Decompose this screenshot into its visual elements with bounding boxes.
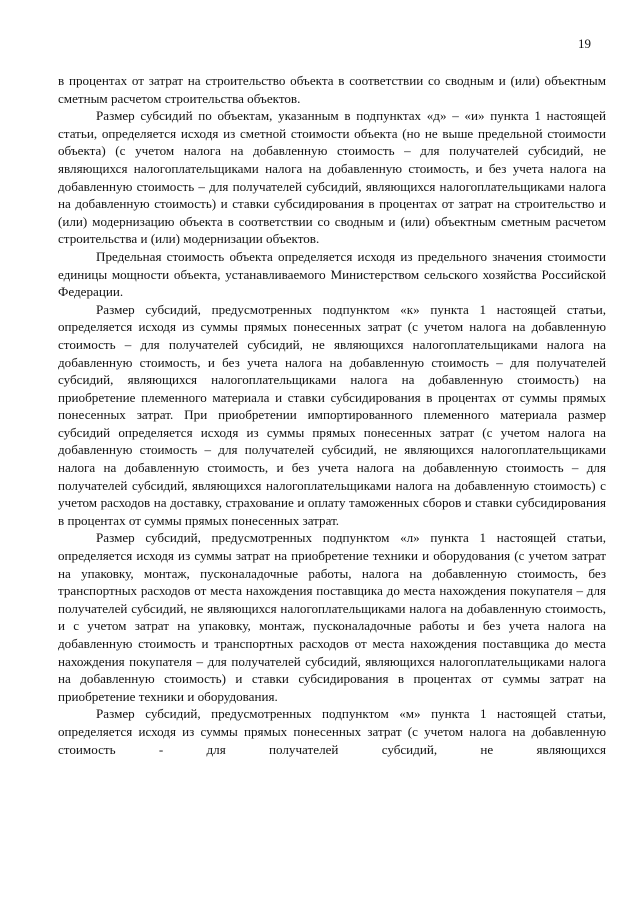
paragraph-subsidy-l: Размер субсидий, предусмотренных подпунктом «л» пункта 1 настоящей статьи, определяется исходя из суммы затрат на приобретение техники и оборудования (с учетом затрат на упаковку, монтаж, пусконаладочные работы, налога на добавленную стоимость, без транспортных расходов от места нахождения поставщика до места нахождения покупателя – для получателей субсидий, не являющихся налогоплательщиками налога на добавленную стоимость, и с учетом затрат на упаковку, монтаж, пусконаладочные работы и без учета налога на добавленную стоимость и транспортных расходов от места нахождения поставщика до места нахождения покупателя – для получателей субсидий, являющихся налогоплательщиками налога на добавленную стоимость) и ставки субсидирования в процентах от суммы затрат на приобретение техники и оборудования. bbox=[58, 530, 606, 704]
paragraph-continuation: в процентах от затрат на строительство объекта в соответствии со сводным и (или) объектным сметным расчетом строительства объектов. bbox=[58, 73, 606, 106]
paragraph-subsidy-k: Размер субсидий, предусмотренных подпунктом «к» пункта 1 настоящей статьи, определяется исходя из суммы прямых понесенных затрат (с учетом налога на добавленную стоимость – для получателей субсидий, не являющихся налогоплательщиками налога на добавленную стоимость, и без учета налога на добавленную стоимость – для получателей субсидий, являющихся налогоплательщиками налога на добавленную стоимость) на приобретение племенного материала и ставки субсидирования в процентах от суммы прямых понесенных затрат. При приобретении импортированного племенного материала размер субсидий определяется исходя из суммы прямых понесенных затрат (с учетом налога на добавленную стоимость – для получателей субсидий, не являющихся налогоплательщиками налога на добавленную стоимость, и без учета налога на добавленную стоимость – для получателей субсидий, являющихся налогоплательщиками налога на добавленную стоимость) с учетом расходов на доставку, страхование и оплату таможенных сборов и ставки субсидирования в процентах от суммы прямых понесенных затрат. bbox=[58, 301, 606, 528]
paragraph-subsidy-objects-d-i: Размер субсидий по объектам, указанным в подпунктах «д» – «и» пункта 1 настоящей статьи, определяется исходя из сметной стоимости объекта (но не выше предельной стоимости объекта) (с учетом налога на добавленную стоимость – для получателей субсидий, не являющихся налогоплательщиками налога на добавленную стоимость, и без учета налога на добавленную стоимость – для получателей субсидий, являющихся налогоплательщиками налога на добавленную стоимость) и ставки субсидирования в процентах от затрат на строительство и (или) модернизацию объекта в соответствии со сводным и (или) объектным сметным расчетом строительства и (или) модернизации объектов. bbox=[58, 108, 606, 247]
paragraph-subsidy-m: Размер субсидий, предусмотренных подпунктом «м» пункта 1 настоящей статьи, определяется исходя из суммы прямых понесенных затрат (с учетом налога на добавленную стоимость - для получателей субсидий, не являющихся bbox=[58, 706, 606, 757]
document-body bbox=[58, 72, 606, 758]
paragraph-limit-cost: Предельная стоимость объекта определяется исходя из предельного значения стоимости единицы мощности объекта, устанавливаемого Министерством сельского хозяйства Российской Федерации. bbox=[58, 248, 606, 300]
page-number: 19 bbox=[578, 36, 591, 51]
